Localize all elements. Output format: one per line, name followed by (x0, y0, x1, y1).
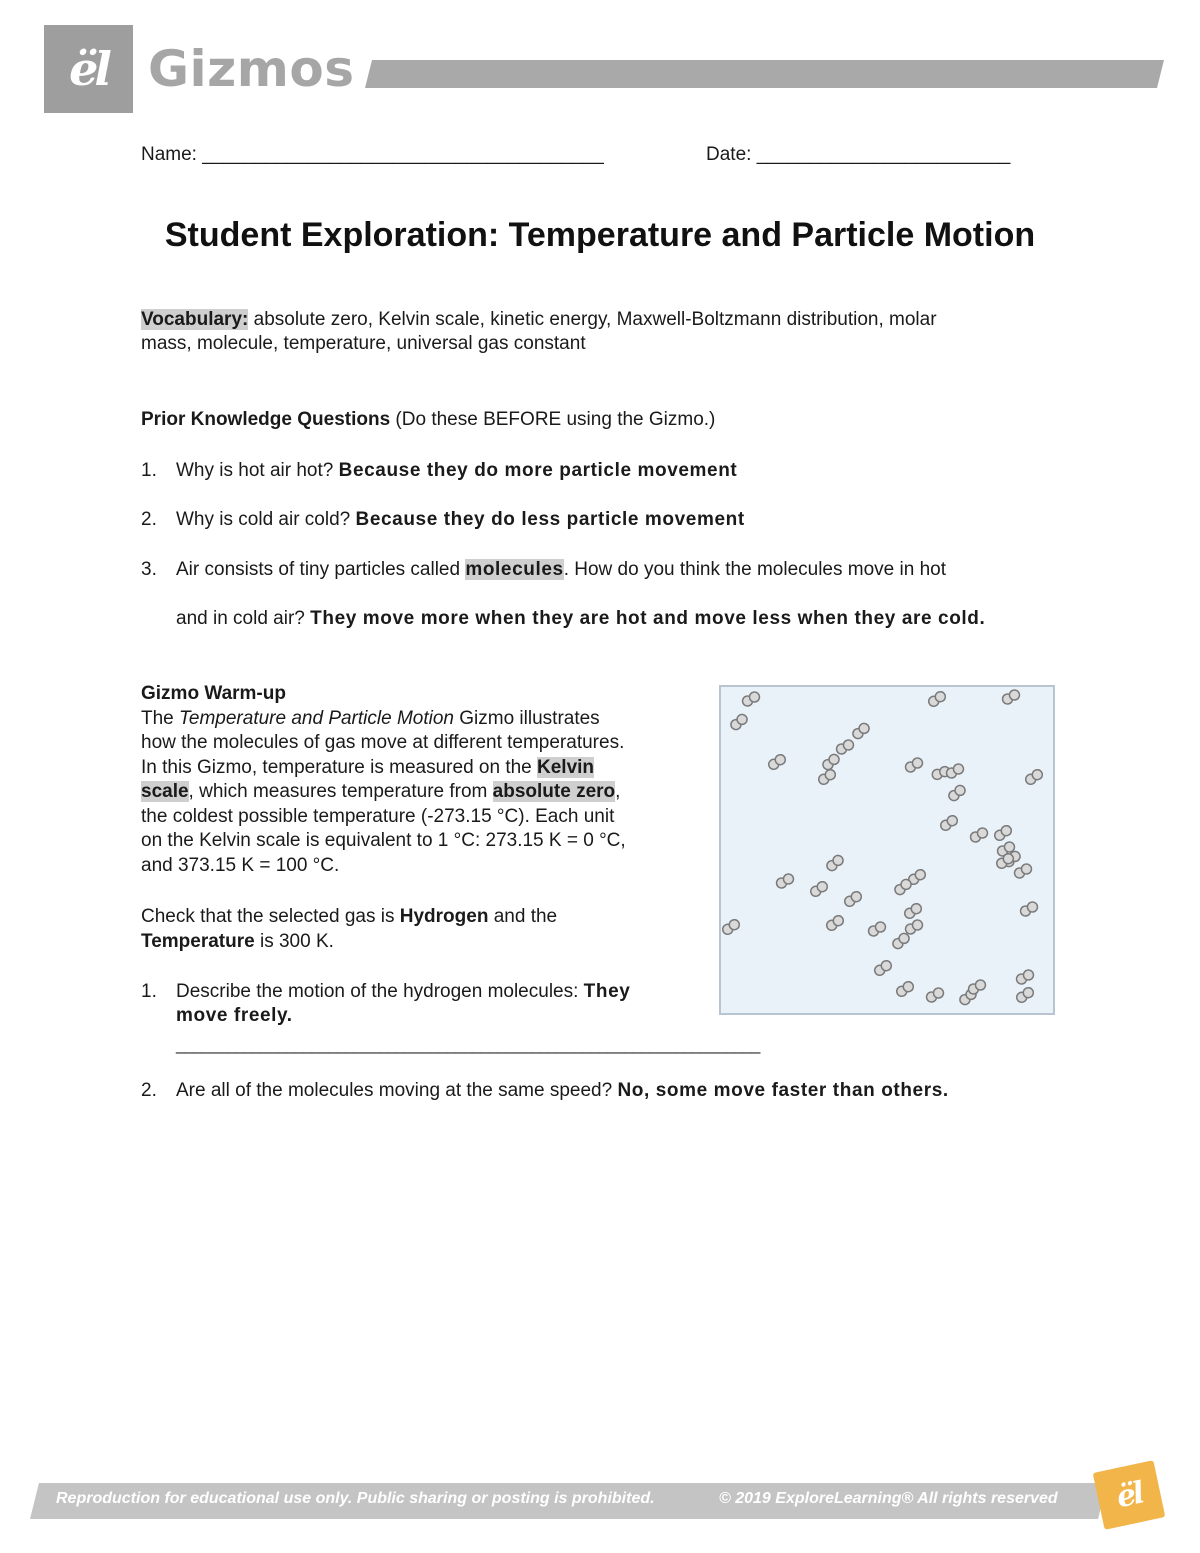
q3-line-1 (176, 558, 946, 582)
vocabulary-line-1 (141, 308, 937, 332)
warmup-line-5: the coldest possible temperature (-273.15 °C). Each unit (141, 806, 615, 827)
footer-copyright-notice: Reproduction for educational use only. Public sharing or posting is prohibited. (56, 1490, 655, 1507)
name-blank: ______________________________________ (202, 144, 604, 165)
hydrogen-molecule (741, 690, 762, 708)
q3-highlight: molecules (465, 559, 564, 580)
w2 (176, 1079, 949, 1103)
hydrogen-molecule (817, 768, 837, 787)
w2-text: Are all of the molecules moving at the same speed? (176, 1080, 618, 1101)
explorelearning-logo (44, 25, 133, 113)
warmup-p4-b: , (615, 781, 621, 802)
q1 (176, 459, 737, 483)
footer-logo-glyph: ël (1113, 1475, 1145, 1515)
w1-line-1 (176, 980, 630, 1004)
q1-text: Why is hot air hot? (176, 460, 339, 481)
hydrogen-molecule (927, 690, 947, 709)
logo-glyph: ël (69, 42, 108, 96)
warmup-p1-italic: Temperature and Particle Motion (179, 708, 454, 729)
hydrogen-molecule (867, 920, 888, 938)
hydrogen-molecule (825, 853, 845, 872)
header-bar (365, 60, 1164, 88)
prior-heading (141, 408, 715, 432)
hydrogen-molecule (843, 890, 863, 909)
footer-logo (1093, 1460, 1166, 1530)
name-field[interactable] (141, 143, 604, 167)
q2 (176, 508, 745, 532)
q3-answer: They move more when they are hot and move less when they are cold. (310, 608, 986, 629)
q2-number: 2. (141, 509, 157, 530)
page-title: Student Exploration: Temperature and Particle Motion (164, 216, 1036, 254)
check-a: Check that the selected gas is (141, 906, 400, 927)
molecules-canvas (721, 687, 1053, 1013)
date-blank: ________________________ (756, 144, 1011, 165)
hydrogen-molecule (835, 738, 856, 756)
w2-answer: No, some move faster than others. (617, 1080, 949, 1101)
hydrogen-molecule (767, 753, 787, 772)
hydrogen-molecule (945, 762, 966, 780)
warmup-p1-b: Gizmo illustrates (453, 708, 600, 729)
warmup-line-1 (141, 707, 600, 731)
hydrogen-molecule (809, 880, 829, 899)
warmup-line-2: how the molecules of gas move at different temperatures. (141, 732, 625, 753)
scale-highlight: scale (141, 781, 189, 802)
check-hydrogen: Hydrogen (399, 906, 489, 927)
q1-number: 1. (141, 460, 157, 481)
q3-text-a: Air consists of tiny particles called (176, 559, 466, 580)
q3-number: 3. (141, 559, 157, 580)
q2-answer: Because they do less particle movement (355, 509, 745, 530)
hydrogen-molecule (967, 978, 988, 996)
q2-text: Why is cold air cold? (176, 509, 356, 530)
vocabulary-line-2: mass, molecule, temperature, universal gas constant (141, 333, 586, 354)
w1-number: 1. (141, 981, 157, 1002)
check-temperature: Temperature (141, 931, 255, 952)
hydrogen-molecule (891, 931, 911, 950)
hydrogen-molecule (821, 752, 841, 771)
w1-blank[interactable]: _____________________________________________________________________ (176, 1035, 760, 1054)
w1-answer-b: move freely. (176, 1005, 293, 1026)
hydrogen-molecule (947, 783, 967, 802)
prior-heading-note: (Do these BEFORE using the Gizmo.) (390, 409, 716, 430)
hydrogen-molecule (775, 872, 796, 890)
warmup-line-3 (141, 756, 594, 780)
hydrogen-molecule (1024, 768, 1044, 787)
warmup-line-4 (141, 780, 620, 804)
hydrogen-molecule (903, 902, 923, 921)
hydrogen-molecule (1015, 968, 1036, 986)
hydrogen-molecule (969, 826, 990, 844)
hydrogen-molecule (721, 918, 741, 937)
warmup-p1-a: The (141, 708, 180, 729)
hydrogen-molecule (873, 959, 893, 978)
hydrogen-molecule (1019, 900, 1040, 918)
w2-number: 2. (141, 1080, 157, 1101)
gizmo-simulation-image (719, 685, 1055, 1015)
hydrogen-molecule (904, 756, 925, 774)
check-line-1 (141, 905, 557, 929)
date-label: Date: (706, 144, 752, 165)
hydrogen-molecule (904, 918, 925, 936)
q3-line-2 (176, 607, 985, 631)
warmup-heading: Gizmo Warm-up (141, 683, 286, 704)
absolute-zero-highlight: absolute zero (492, 781, 616, 802)
q3-text-b: . How do you think the molecules move in hot (563, 559, 946, 580)
hydrogen-molecule (851, 721, 871, 740)
warmup-p4-a: , which measures temperature from (188, 781, 493, 802)
brand-name: Gizmos (148, 40, 355, 98)
warmup-p3-a: In this Gizmo, temperature is measured on the (141, 757, 538, 778)
q3-text-c: and in cold air? (176, 608, 311, 629)
warmup-line-6: on the Kelvin scale is equivalent to 1 °C: 273.15 K = 0 °C, (141, 830, 626, 851)
hydrogen-molecule (729, 712, 749, 731)
warmup-line-7: and 373.15 K = 100 °C. (141, 855, 340, 876)
prior-heading-title: Prior Knowledge Questions (141, 409, 391, 430)
w1-answer-a: They (583, 981, 631, 1002)
hydrogen-molecule (1013, 862, 1034, 880)
hydrogen-molecule (825, 914, 845, 933)
check-d: is 300 K. (254, 931, 334, 952)
vocabulary-label: Vocabulary: (141, 309, 249, 330)
vocabulary-terms-1: absolute zero, Kelvin scale, kinetic energy, Maxwell-Boltzmann distribution, molar (248, 309, 937, 330)
hydrogen-molecule (993, 824, 1013, 843)
q1-answer: Because they do more particle movement (338, 460, 738, 481)
hydrogen-molecule (995, 852, 1015, 871)
hydrogen-molecule (1015, 986, 1035, 1005)
check-c: and the (488, 906, 558, 927)
hydrogen-molecule (925, 986, 946, 1004)
hydrogen-molecule (1001, 688, 1022, 706)
hydrogen-molecule (939, 814, 959, 833)
name-label: Name: (141, 144, 197, 165)
footer-rights: © 2019 ExploreLearning® All rights reserved (719, 1490, 1058, 1507)
hydrogen-molecule (895, 980, 915, 999)
date-field[interactable] (706, 143, 1010, 167)
check-line-2 (141, 930, 334, 954)
kelvin-highlight: Kelvin (537, 757, 595, 778)
w1-text: Describe the motion of the hydrogen molecules: (176, 981, 584, 1002)
